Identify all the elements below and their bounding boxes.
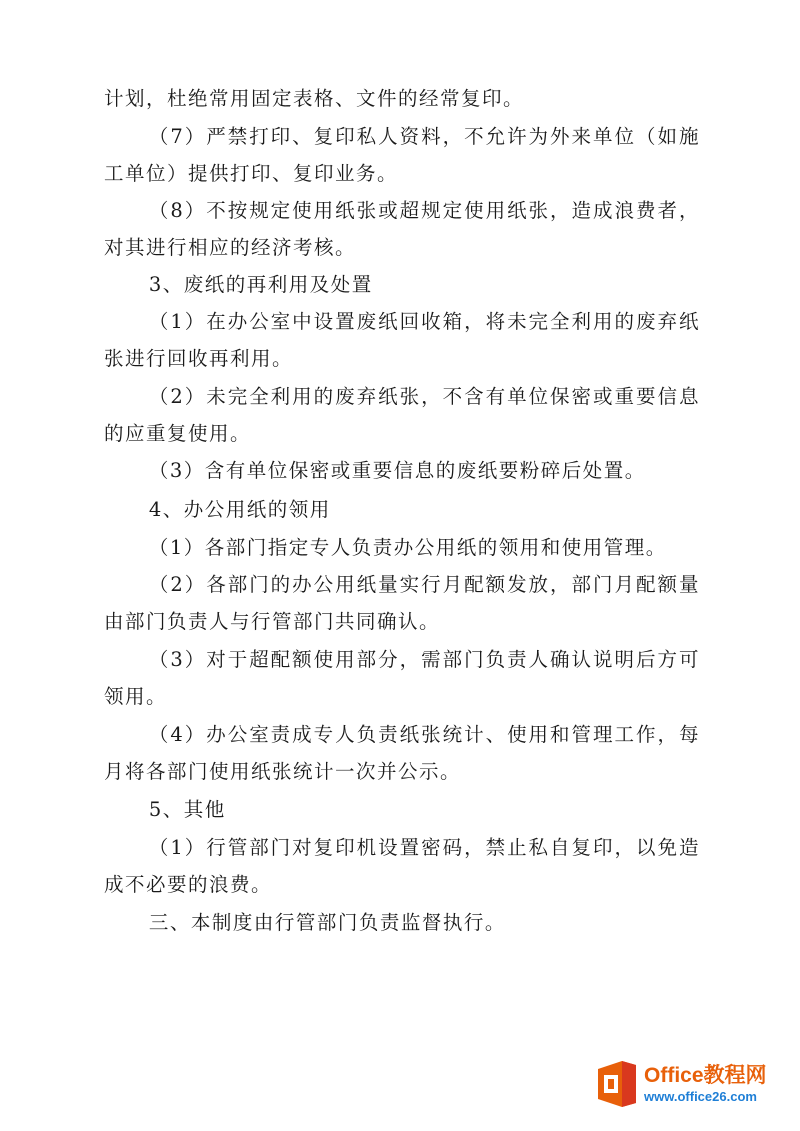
paragraph-item-7: （7）严禁打印、复印私人资料，不允许为外来单位（如施工单位）提供打印、复印业务。 <box>104 125 700 185</box>
paragraph-3-2: （2）未完全利用的废弃纸张，不含有单位保密或重要信息的应重复使用。 <box>104 385 700 445</box>
paragraph-4-1: （1）各部门指定专人负责办公用纸的领用和使用管理。 <box>148 536 667 559</box>
site-watermark <box>596 1049 786 1119</box>
paragraph-continuation: 计划，杜绝常用固定表格、文件的经常复印。 <box>104 87 525 110</box>
closing-statement: 三、本制度由行管部门负责监督执行。 <box>148 911 506 934</box>
paragraph-4-3: （3）对于超配额使用部分，需部门负责人确认说明后方可领用。 <box>104 648 700 708</box>
paragraph-5-1: （1）行管部门对复印机设置密码，禁止私自复印，以免造成不必要的浪费。 <box>104 836 700 896</box>
section-heading-5: 5、其他 <box>148 798 226 821</box>
office-logo-icon <box>596 1059 638 1109</box>
watermark-url: www.office26.com <box>644 1089 757 1104</box>
watermark-title: Office教程网 <box>644 1064 767 1087</box>
paragraph-4-4: （4）办公室责成专人负责纸张统计、使用和管理工作，每月将各部门使用纸张统计一次并公示。 <box>104 723 700 783</box>
paragraph-4-2: （2）各部门的办公用纸量实行月配额发放，部门月配额量由部门负责人与行管部门共同确认。 <box>104 573 700 633</box>
paragraph-3-1: （1）在办公室中设置废纸回收箱，将未完全利用的废弃纸张进行回收再利用。 <box>104 310 700 370</box>
paragraph-item-8: （8）不按规定使用纸张或超规定使用纸张，造成浪费者，对其进行相应的经济考核。 <box>104 199 700 259</box>
section-heading-4: 4、办公用纸的领用 <box>148 498 331 521</box>
section-heading-3: 3、废纸的再利用及处置 <box>148 273 373 296</box>
paragraph-3-3: （3）含有单位保密或重要信息的废纸要粉碎后处置。 <box>148 459 646 482</box>
